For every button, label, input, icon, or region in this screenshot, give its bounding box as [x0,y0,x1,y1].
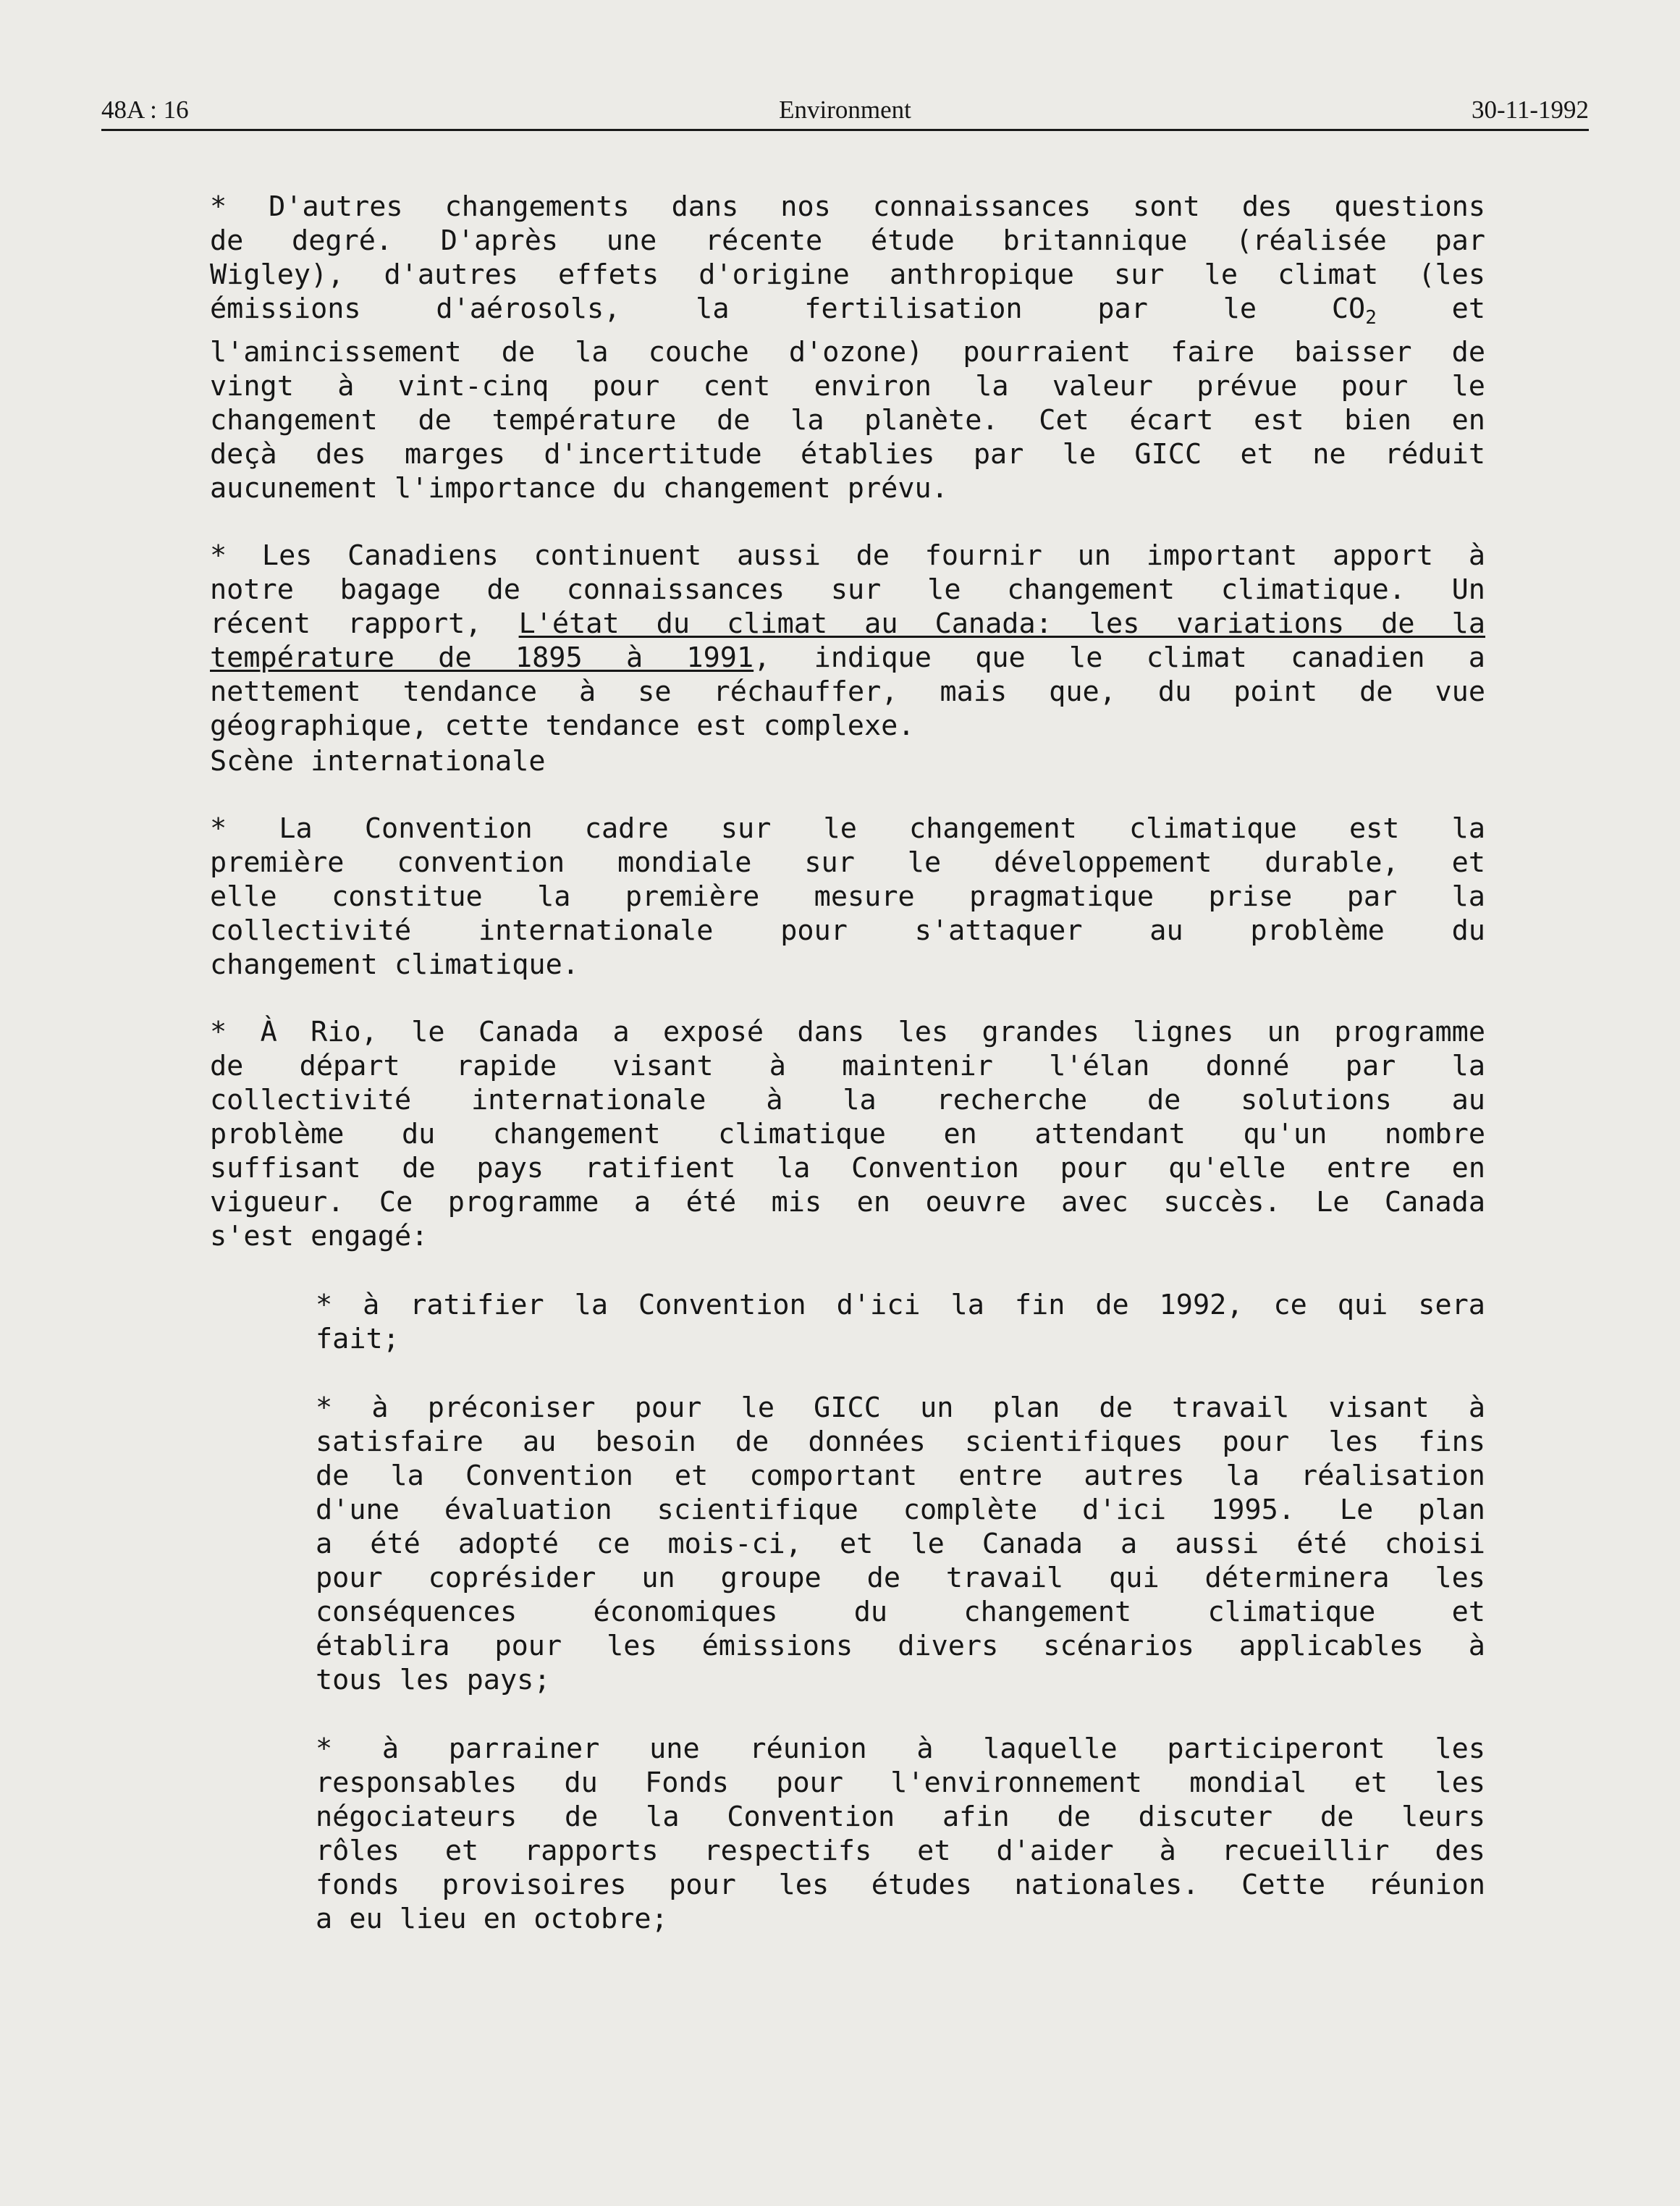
text-fragment: et [1376,292,1485,325]
co2-subscript: 2 [1365,307,1377,329]
text-line: suffisant de pays ratifient la Convention pour qu'elle entre en [210,1152,1485,1184]
commitment-ratify [316,1288,1485,1356]
document-body [210,190,1485,1936]
text-line: géographique, cette tendance est complexe. [210,710,915,742]
text-line-report-title [210,607,1485,641]
text-line: notre bagage de connaissances sur le changement climatique. Un [210,573,1485,606]
text-line: changement climatique. [210,948,579,981]
text-line: vingt à vint-cinq pour cent environ la valeur prévue pour le [210,370,1485,403]
paragraph-rio-program [210,1015,1485,1253]
text-line: nettement tendance à se réchauffer, mais que, du point de vue [210,675,1485,708]
commitment-fund-meeting [316,1732,1485,1936]
text-line: fonds provisoires pour les études nationales. Cette réunion [316,1869,1485,1901]
text-line: changement de température de la planète. Cet écart est bien en [210,404,1485,437]
text-line: négociateurs de la Convention afin de discuter de leurs [316,1801,1485,1833]
paragraph-knowledge-changes [210,190,1485,505]
commitment-gicc-workplan [316,1391,1485,1697]
report-title-part-1: L'état du climat au Canada: les variations de la [518,607,1485,640]
text-line: aucunement l'importance du changement prévu. [210,472,948,505]
text-fragment: émissions d'aérosols, la fertilisation par le CO [210,292,1366,325]
text-line: a été adopté ce mois-ci, et le Canada a aussi été choisi [316,1528,1485,1560]
text-line: de départ rapide visant à maintenir l'élan donné par la [210,1050,1485,1082]
text-line: a eu lieu en octobre; [316,1903,668,1935]
text-line: conséquences économiques du changement climatique et [316,1596,1485,1628]
text-line: collectivité internationale à la recherche de solutions au [210,1084,1485,1116]
text-line: elle constitue la première mesure pragmatique prise par la [210,880,1485,913]
page-number: 48A : 16 [101,96,189,124]
text-line-co2 [210,292,1485,335]
text-line: de degré. D'après une récente étude britannique (réalisée par [210,224,1485,257]
text-line: * À Rio, le Canada a exposé dans les grandes lignes un programme [210,1016,1485,1048]
paragraph-framework-convention [210,812,1485,982]
text-line: s'est engagé: [210,1220,429,1253]
text-line: Wigley), d'autres effets d'origine anthropique sur le climat (les [210,258,1485,291]
text-line: problème du changement climatique en attendant qu'un nombre [210,1118,1485,1150]
text-line: * D'autres changements dans nos connaissances sont des questions [210,190,1485,223]
text-line: pour coprésider un groupe de travail qui déterminera les [316,1562,1485,1594]
text-fragment: récent rapport, [210,607,519,640]
text-line: de la Convention et comportant entre autres la réalisation [316,1460,1485,1492]
page-header [101,93,1589,131]
text-line: satisfaire au besoin de données scientifiques pour les fins [316,1426,1485,1458]
text-line: * à préconiser pour le GICC un plan de travail visant à [316,1392,1485,1424]
text-fragment: , indique que le climat canadien a [754,641,1485,674]
text-line: établira pour les émissions divers scénarios applicables à [316,1630,1485,1662]
text-line-report-title-2 [210,641,1485,675]
text-line: rôles et rapports respectifs et d'aider à recueillir des [316,1835,1485,1867]
text-line: * Les Canadiens continuent aussi de fournir un important apport à [210,539,1485,572]
text-line: d'une évaluation scientifique complète d'ici 1995. Le plan [316,1494,1485,1526]
text-line: * à ratifier la Convention d'ici la fin de 1992, ce qui sera [316,1289,1485,1321]
text-line: tous les pays; [316,1664,551,1696]
running-title: Environment [779,96,911,124]
text-line: * La Convention cadre sur le changement climatique est la [210,812,1485,845]
section-heading-international: Scène internationale [210,745,546,778]
text-line: première convention mondiale sur le développement durable, et [210,846,1485,879]
paragraph-canadian-contribution [210,539,1485,743]
text-line: deçà des marges d'incertitude établies par le GICC et ne réduit [210,438,1485,471]
text-line: l'amincissement de la couche d'ozone) pourraient faire baisser de [210,336,1485,369]
text-line: vigueur. Ce programme a été mis en oeuvre avec succès. Le Canada [210,1186,1485,1218]
text-line: collectivité internationale pour s'attaquer au problème du [210,914,1485,947]
text-line: * à parrainer une réunion à laquelle participeront les [316,1733,1485,1765]
text-line: fait; [316,1323,400,1355]
text-line: responsables du Fonds pour l'environnement mondial et les [316,1767,1485,1799]
document-date: 30-11-1992 [1471,96,1589,124]
report-title-part-2: température de 1895 à 1991 [210,641,754,674]
